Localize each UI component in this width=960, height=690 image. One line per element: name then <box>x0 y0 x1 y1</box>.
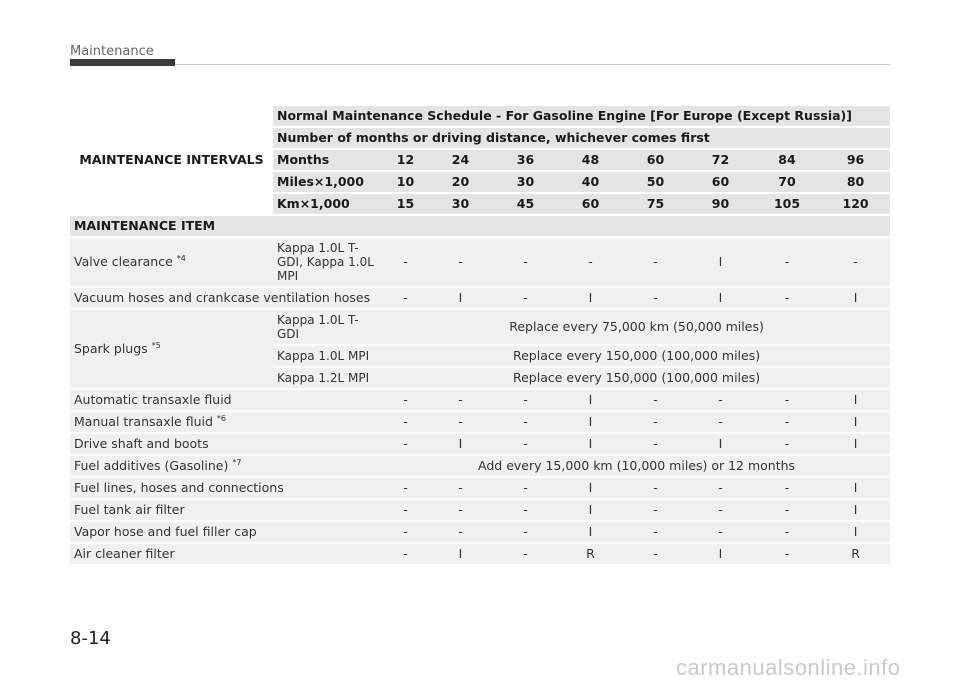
header-divider <box>175 64 890 65</box>
miles-value: 20 <box>428 172 493 192</box>
table-row <box>70 478 890 498</box>
schedule-cell: - <box>493 522 558 542</box>
km-value: 120 <box>821 194 890 214</box>
schedule-subtitle: Number of months or driving distance, whichever comes first <box>273 128 890 148</box>
schedule-cell: I <box>558 522 623 542</box>
schedule-cell: I <box>558 478 623 498</box>
engine-type: Kappa 1.2L MPI <box>273 368 383 388</box>
intervals-label: MAINTENANCE INTERVALS <box>70 106 273 214</box>
table-row <box>70 544 890 564</box>
schedule-title-row <box>70 106 890 126</box>
schedule-cell: - <box>493 544 558 564</box>
schedule-cell: - <box>623 412 688 432</box>
item-name-text: Fuel additives (Gasoline) <box>74 458 229 473</box>
schedule-cell: - <box>623 238 688 286</box>
schedule-cell: - <box>821 238 890 286</box>
interval-text: Add every 15,000 km (10,000 miles) or 12 months <box>383 456 890 476</box>
schedule-cell: I <box>821 434 890 454</box>
item-name <box>70 238 273 286</box>
table-row <box>70 500 890 520</box>
schedule-cell: - <box>383 522 428 542</box>
months-value: 72 <box>688 150 753 170</box>
schedule-cell: I <box>821 478 890 498</box>
item-name <box>70 310 273 388</box>
schedule-cell: - <box>493 500 558 520</box>
maintenance-item-label: MAINTENANCE ITEM <box>70 216 890 236</box>
months-value: 60 <box>623 150 688 170</box>
table-row <box>70 412 890 432</box>
schedule-cell: I <box>558 500 623 520</box>
maintenance-item-header-row <box>70 216 890 236</box>
schedule-cell: - <box>688 500 753 520</box>
schedule-cell: - <box>623 288 688 308</box>
km-value: 15 <box>383 194 428 214</box>
schedule-cell: I <box>558 412 623 432</box>
page-number: 8-14 <box>70 628 111 649</box>
footnote-mark: *7 <box>232 457 242 467</box>
schedule-cell: I <box>821 390 890 410</box>
schedule-cell: I <box>688 544 753 564</box>
miles-value: 60 <box>688 172 753 192</box>
schedule-cell: I <box>821 412 890 432</box>
schedule-cell: - <box>383 238 428 286</box>
schedule-cell: - <box>623 434 688 454</box>
schedule-cell: I <box>821 522 890 542</box>
schedule-cell: - <box>383 390 428 410</box>
item-name: Air cleaner filter <box>70 544 383 564</box>
interval-text: Replace every 150,000 (100,000 miles) <box>383 368 890 388</box>
schedule-cell: I <box>821 500 890 520</box>
schedule-cell: - <box>753 500 821 520</box>
engine-type: Kappa 1.0L T-GDI, Kappa 1.0L MPI <box>273 238 383 286</box>
schedule-cell: - <box>753 288 821 308</box>
schedule-cell: I <box>688 434 753 454</box>
footnote-mark: *4 <box>176 253 186 263</box>
schedule-cell: I <box>558 390 623 410</box>
schedule-cell: - <box>688 390 753 410</box>
schedule-cell: I <box>428 434 493 454</box>
schedule-cell: - <box>383 288 428 308</box>
schedule-cell: - <box>558 238 623 286</box>
item-name: Fuel tank air filter <box>70 500 383 520</box>
table-row <box>70 456 890 476</box>
schedule-cell: - <box>493 412 558 432</box>
km-value: 30 <box>428 194 493 214</box>
miles-value: 30 <box>493 172 558 192</box>
item-name <box>70 456 383 476</box>
schedule-cell: - <box>623 500 688 520</box>
schedule-cell: - <box>428 390 493 410</box>
km-value: 75 <box>623 194 688 214</box>
item-name: Automatic transaxle fluid <box>70 390 383 410</box>
schedule-cell: - <box>493 434 558 454</box>
footnote-mark: *5 <box>151 340 161 350</box>
schedule-cell: - <box>428 500 493 520</box>
schedule-cell: - <box>493 238 558 286</box>
schedule-cell: - <box>623 390 688 410</box>
table-row <box>70 238 890 286</box>
item-name: Vacuum hoses and crankcase ventilation hoses <box>70 288 383 308</box>
schedule-cell: - <box>753 544 821 564</box>
schedule-cell: - <box>428 238 493 286</box>
schedule-cell: R <box>558 544 623 564</box>
schedule-cell: I <box>428 544 493 564</box>
header-bar <box>70 59 175 66</box>
interval-text: Replace every 150,000 (100,000 miles) <box>383 346 890 366</box>
schedule-cell: I <box>428 288 493 308</box>
schedule-cell: - <box>428 478 493 498</box>
schedule-cell: R <box>821 544 890 564</box>
km-value: 90 <box>688 194 753 214</box>
item-name: Vapor hose and fuel filler cap <box>70 522 383 542</box>
miles-label: Miles×1,000 <box>273 172 383 192</box>
schedule-cell: I <box>821 288 890 308</box>
table-row <box>70 390 890 410</box>
schedule-cell: - <box>383 500 428 520</box>
table-row <box>70 522 890 542</box>
item-name-text: Spark plugs <box>74 341 148 356</box>
item-name <box>70 412 383 432</box>
item-name: Drive shaft and boots <box>70 434 383 454</box>
item-name: Fuel lines, hoses and connections <box>70 478 383 498</box>
engine-type: Kappa 1.0L T-GDI <box>273 310 383 344</box>
miles-value: 10 <box>383 172 428 192</box>
schedule-cell: - <box>753 412 821 432</box>
item-name-text: Valve clearance <box>74 254 173 269</box>
table-row <box>70 310 890 344</box>
schedule-cell: - <box>753 434 821 454</box>
schedule-cell: - <box>688 478 753 498</box>
schedule-cell: - <box>383 478 428 498</box>
schedule-cell: - <box>753 390 821 410</box>
schedule-cell: - <box>383 434 428 454</box>
maintenance-schedule-table <box>70 104 890 566</box>
miles-value: 80 <box>821 172 890 192</box>
table-row <box>70 288 890 308</box>
schedule-cell: - <box>623 522 688 542</box>
schedule-cell: - <box>428 412 493 432</box>
schedule-cell: - <box>493 478 558 498</box>
schedule-cell: - <box>493 288 558 308</box>
schedule-cell: - <box>623 478 688 498</box>
schedule-title: Normal Maintenance Schedule - For Gasoline Engine [For Europe (Except Russia)] <box>273 106 890 126</box>
schedule-cell: - <box>753 478 821 498</box>
schedule-cell: - <box>688 412 753 432</box>
months-value: 84 <box>753 150 821 170</box>
section-title: Maintenance <box>70 44 154 59</box>
interval-text: Replace every 75,000 km (50,000 miles) <box>383 310 890 344</box>
item-name-text: Manual transaxle fluid <box>74 414 213 429</box>
schedule-cell: I <box>688 238 753 286</box>
miles-value: 50 <box>623 172 688 192</box>
schedule-cell: - <box>383 412 428 432</box>
months-value: 24 <box>428 150 493 170</box>
schedule-cell: - <box>688 522 753 542</box>
schedule-cell: - <box>753 522 821 542</box>
schedule-cell: - <box>493 390 558 410</box>
schedule-cell: - <box>623 544 688 564</box>
table-row <box>70 434 890 454</box>
schedule-cell: I <box>558 288 623 308</box>
watermark: carmanualsonline.info <box>676 655 901 680</box>
km-value: 60 <box>558 194 623 214</box>
miles-value: 70 <box>753 172 821 192</box>
months-value: 96 <box>821 150 890 170</box>
schedule-cell: - <box>383 544 428 564</box>
months-label: Months <box>273 150 383 170</box>
schedule-cell: - <box>428 522 493 542</box>
months-value: 36 <box>493 150 558 170</box>
months-value: 12 <box>383 150 428 170</box>
months-value: 48 <box>558 150 623 170</box>
engine-type: Kappa 1.0L MPI <box>273 346 383 366</box>
km-label: Km×1,000 <box>273 194 383 214</box>
km-value: 105 <box>753 194 821 214</box>
schedule-cell: - <box>753 238 821 286</box>
km-value: 45 <box>493 194 558 214</box>
schedule-cell: I <box>558 434 623 454</box>
footnote-mark: *6 <box>216 413 227 423</box>
miles-value: 40 <box>558 172 623 192</box>
schedule-cell: I <box>688 288 753 308</box>
